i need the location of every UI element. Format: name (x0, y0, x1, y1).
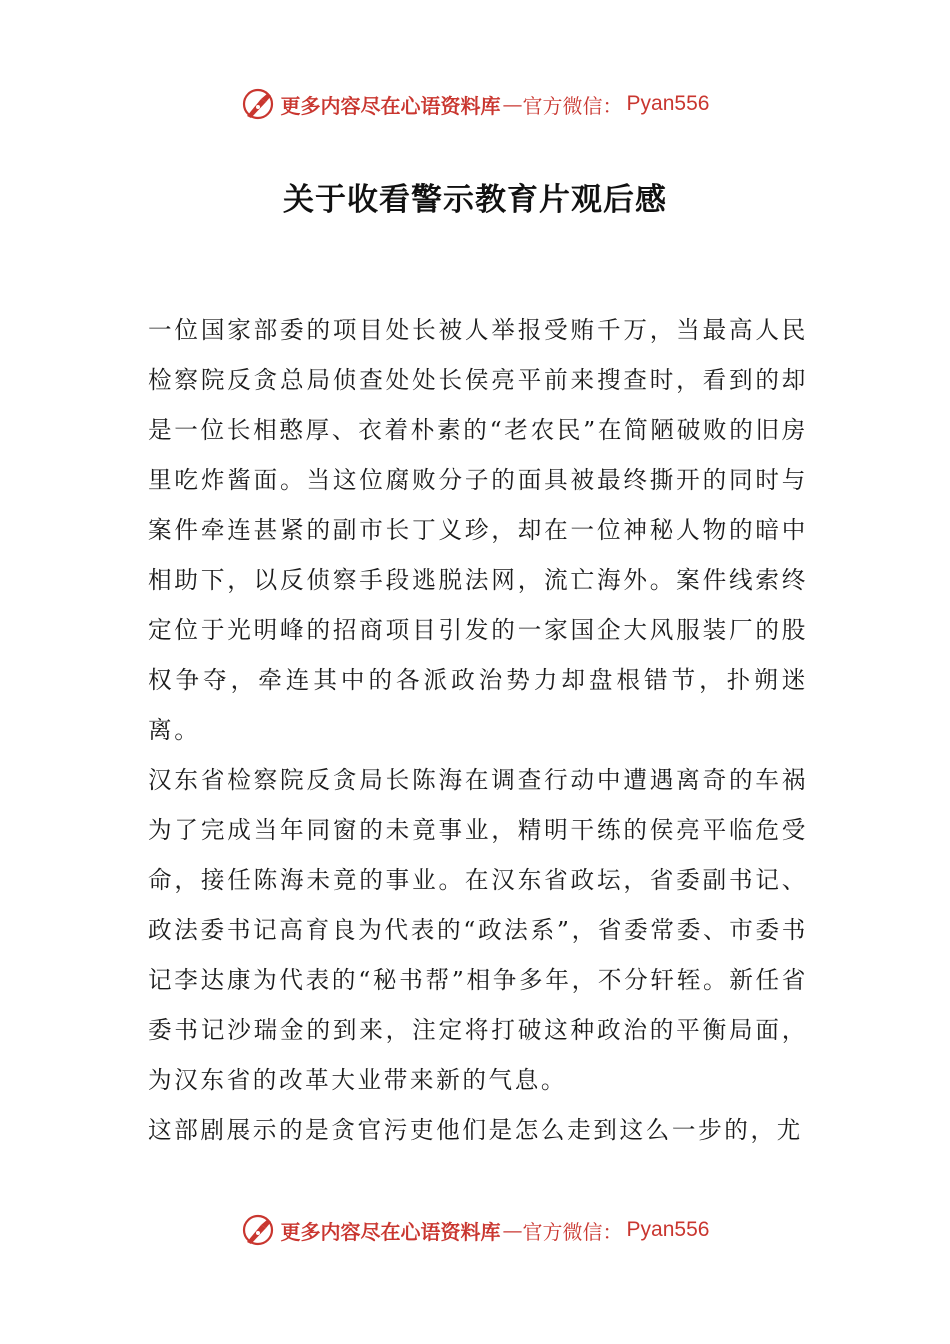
banner-wechat-label: 官方微信： (522, 93, 623, 118)
banner-separator: — (502, 1218, 521, 1242)
paragraph: 这部剧展示的是贪官污吏他们是怎么走到这么一步的，尤 (148, 1116, 803, 1144)
paragraph: 一位国家部委的项目处长被人举报受贿千万，当最高人民检察院反贪总局侦查处处长侯亮平前来搜查时，看到的却是一位长相憨厚、衣着朴素的“老农民”在简陋破败的旧房里吃炸酱面。当这位腐败分子的面具被最终撕开的同时与案件牵连甚紧的副市长丁义珍，却在一位神秘人物的暗中相助下，以反侦察手段逃脱法网，流亡海外。案件线索终定位于光明峰的招商项目引发的一家国企大风服装厂的股权争夺，牵连其中的各派政治势力却盘根错节，扑朔迷离。 (148, 316, 808, 744)
paragraph: 汉东省检察院反贪局长陈海在调查行动中遭遇离奇的车祸为了完成当年同窗的未竟事业，精明干练的侯亮平临危受命，接任陈海未竟的事业。在汉东省政坛，省委副书记、政法委书记高育良为代表的“政法系”，省委常委、市委书记李达康为代表的“秘书帮”相争多年，不分轩轾。新任省委书记沙瑞金的到来，注定将打破这种政治的平衡局面，为汉东省的改革大业带来新的气息。 (148, 766, 808, 1094)
footer-banner (0, 1210, 950, 1250)
document-title: 关于收看警示教育片观后感 (283, 182, 667, 218)
banner-brand: 更多内容尽在心语资料库 (280, 93, 501, 118)
banner-wechat-id: Pyan556 (626, 1218, 710, 1241)
banner-separator: — (502, 92, 521, 116)
banner-wechat-id: Pyan556 (626, 92, 710, 115)
pen-nib-circle-icon (241, 87, 275, 121)
document-body (148, 305, 808, 1155)
banner-brand: 更多内容尽在心语资料库 (280, 1219, 501, 1244)
banner-wechat-label: 官方微信： (522, 1219, 623, 1244)
pen-nib-circle-icon (241, 1213, 275, 1247)
header-banner (0, 84, 950, 124)
